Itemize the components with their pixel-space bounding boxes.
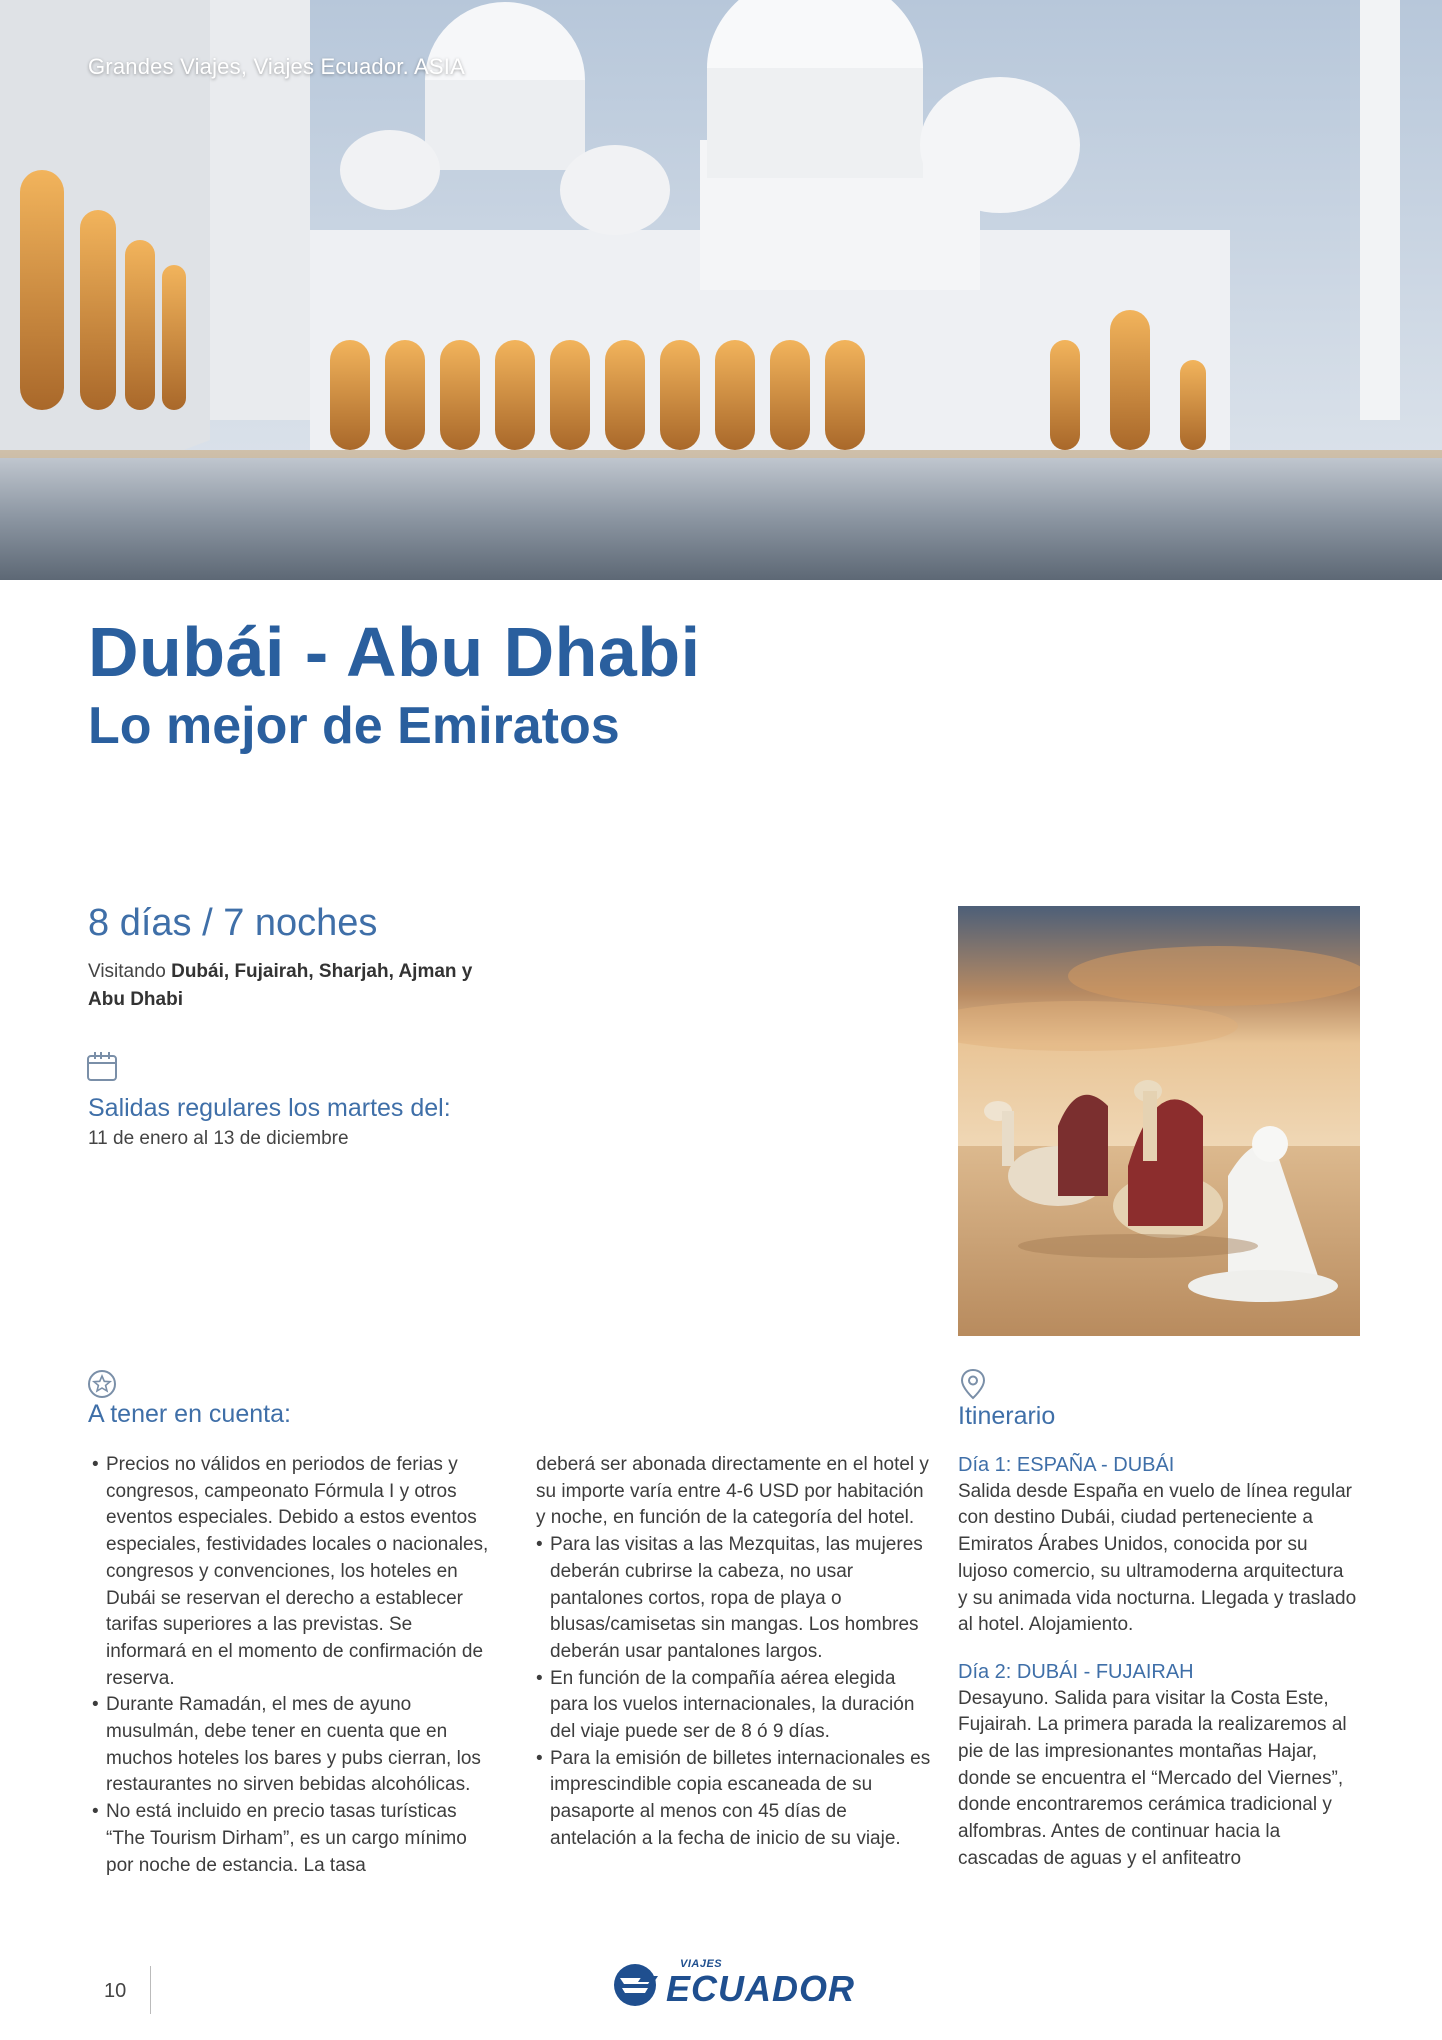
day-1-title: Día 1: ESPAÑA - DUBÁI bbox=[958, 1454, 1175, 1476]
logo-mark-icon bbox=[612, 1962, 662, 2008]
logo-small-text: VIAJES bbox=[680, 1958, 723, 1970]
trip-duration: 8 días / 7 noches bbox=[88, 902, 378, 944]
viajes-ecuador-logo bbox=[612, 1956, 856, 2016]
itinerary-column bbox=[958, 1452, 1358, 1893]
hero-image-mosque bbox=[0, 0, 1442, 580]
camel-photo bbox=[958, 906, 1360, 1336]
departures-title: Salidas regulares los martes del: bbox=[88, 1094, 451, 1122]
star-icon bbox=[86, 1368, 118, 1400]
page-divider bbox=[150, 1966, 151, 2014]
note-item: • Durante Ramadán, el mes de ayuno musulmán, debe tener en cuenta que en muchos hoteles los bares y pubs cierran, los restaurantes no sirven bebidas alcohólicas. bbox=[92, 1692, 492, 1799]
mosque-illustration bbox=[0, 0, 1442, 580]
calendar-icon bbox=[86, 1050, 118, 1082]
notes-title: A tener en cuenta: bbox=[88, 1400, 291, 1428]
page-subtitle: Lo mejor de Emiratos bbox=[88, 697, 620, 755]
note-item: • Para la emisión de billetes internacionales es imprescindible copia escaneada de su pasaporte al menos con 45 días de antelación a la fecha de inicio de su viaje. bbox=[536, 1746, 936, 1853]
visiting-list: Dubái, Fujairah, Sharjah, Ajman y Abu Dhabi bbox=[88, 961, 473, 1010]
day-2-text: Desayuno. Salida para visitar la Costa Este, Fujairah. La primera parada la realizaremos al pie de las impresionantes montañas Hajar, donde se encuentra el “Mercado del Viernes”, donde encontraremos cerámica tradicional y alfombras. Antes de continuar hacia la cascadas de aguas y el anfiteatro bbox=[958, 1687, 1347, 1869]
notes-column-1 bbox=[92, 1452, 492, 1879]
note-item: • Para las visitas a las Mezquitas, las mujeres deberán cubrirse la cabeza, no usar pantalones cortos, ropa de playa o blusas/camisetas sin mangas. Los hombres deberán usar pantalones largos. bbox=[536, 1532, 936, 1666]
visiting-prefix: Visitando bbox=[88, 961, 172, 982]
camel-illustration bbox=[958, 906, 1360, 1336]
page-title: Dubái - Abu Dhabi bbox=[88, 613, 701, 691]
logo-wordmark: ECUADOR bbox=[666, 1968, 856, 2009]
visiting-places bbox=[88, 958, 508, 1014]
note-item-continued: deberá ser abonada directamente en el hotel y su importe varía entre 4-6 USD por habitación y noche, en función de la categoría del hotel. bbox=[536, 1454, 929, 1529]
departures-dates: 11 de enero al 13 de diciembre bbox=[88, 1128, 349, 1149]
page-number: 10 bbox=[104, 1980, 127, 2002]
day-1-text: Salida desde España en vuelo de línea regular con destino Dubái, ciudad perteneciente a Emiratos Árabes Unidos, conocida por su lujoso comercio, su ultramoderna arquitectura y su animada vida nocturna. Llegada y traslado al hotel. Alojamiento. bbox=[958, 1480, 1357, 1636]
notes-list bbox=[92, 1452, 492, 1879]
notes-list-continued bbox=[536, 1452, 936, 1853]
note-item: • En función de la compañía aérea elegida para los vuelos internacionales, la duración del viaje puede ser de 8 ó 9 días. bbox=[536, 1666, 936, 1746]
itinerary-title: Itinerario bbox=[958, 1402, 1056, 1430]
note-item: • No está incluido en precio tasas turísticas “The Tourism Dirham”, es un cargo mínimo por noche de estancia. La tasa bbox=[92, 1799, 492, 1879]
notes-column-2 bbox=[536, 1452, 936, 1853]
note-item: • Precios no válidos en periodos de ferias y congresos, campeonato Fórmula I y otros eventos especiales. Debido a estos eventos especiales, festividades locales o nacionales, congresos y convenciones, los hoteles en Dubái se reservan el derecho a establecer tarifas superiores a las previstas. Se informará en el momento de confirmación de reserva. bbox=[92, 1452, 492, 1692]
day-2-title: Día 2: DUBÁI - FUJAIRAH bbox=[958, 1660, 1194, 1683]
location-pin-icon bbox=[958, 1368, 988, 1400]
breadcrumb: Grandes Viajes, Viajes Ecuador. ASIA bbox=[88, 54, 465, 79]
